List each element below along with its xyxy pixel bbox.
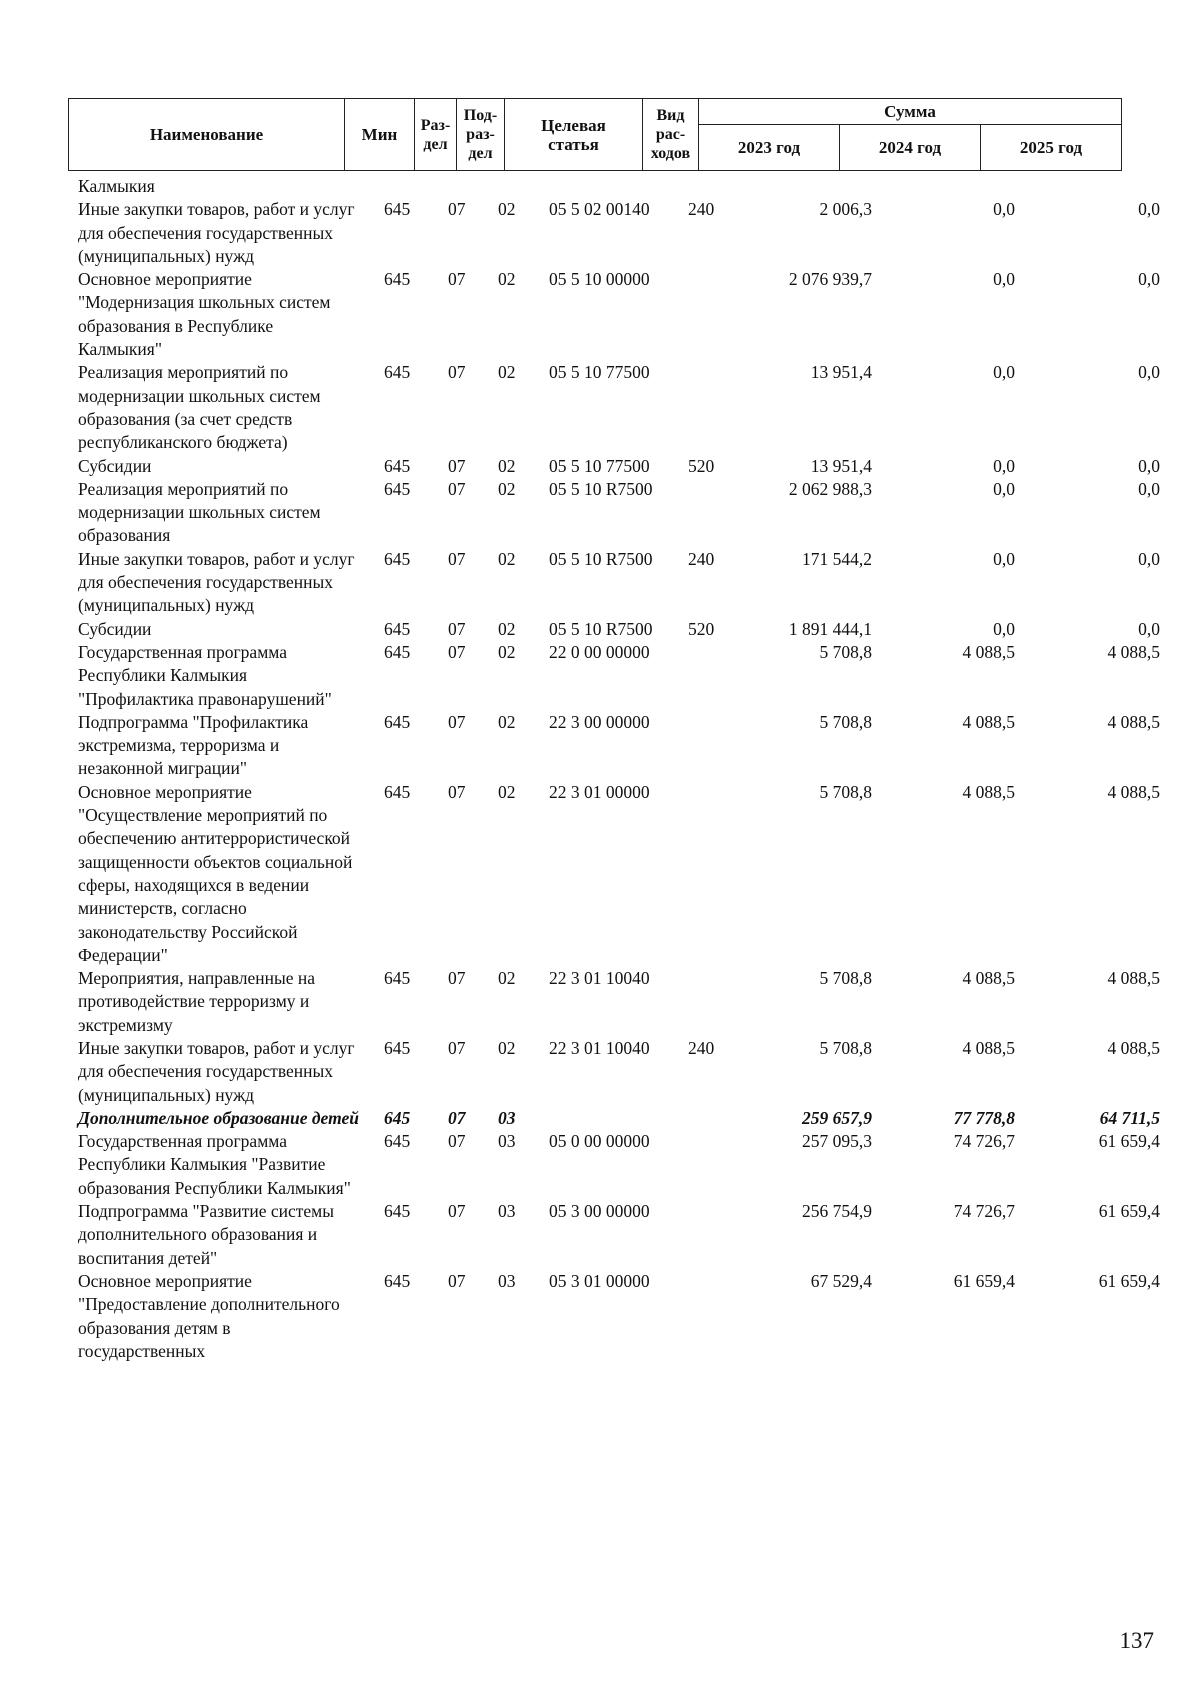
cell-tselevaya-statya: 22 3 01 10040 xyxy=(549,1037,650,1058)
cell-vid-rashodov: 240 xyxy=(688,199,715,220)
header-razdel: Раз- дел xyxy=(415,99,457,171)
cell-vid-rashodov: 520 xyxy=(688,455,715,476)
cell-sum-2025: 61 659,4 xyxy=(1098,1131,1160,1152)
cell-sum-2023: 1 891 444,1 xyxy=(788,618,872,639)
cell-podrazdel: 02 xyxy=(498,478,516,499)
cell-sum-2024: 4 088,5 xyxy=(962,781,1015,802)
cell-sum-2024: 0,0 xyxy=(993,362,1015,383)
cell-sum-2023: 5 708,8 xyxy=(819,641,872,662)
cell-min: 645 xyxy=(384,1107,411,1128)
cell-sum-2025: 0,0 xyxy=(1138,362,1160,383)
cell-razdel: 07 xyxy=(448,1270,466,1291)
table-row xyxy=(0,478,1200,548)
cell-name: Дополнительное образование детей xyxy=(78,1107,359,1128)
cell-sum-2024: 74 726,7 xyxy=(953,1131,1015,1152)
table-row xyxy=(0,618,1200,641)
cell-min: 645 xyxy=(384,641,411,662)
cell-tselevaya-statya: 05 5 10 R7500 xyxy=(549,618,653,639)
cell-sum-2024: 4 088,5 xyxy=(962,641,1015,662)
cell-tselevaya-statya: 05 3 00 00000 xyxy=(549,1201,650,1222)
cell-sum-2025: 4 088,5 xyxy=(1107,641,1160,662)
cell-sum-2023: 2 062 988,3 xyxy=(788,478,872,499)
cell-sum-2025: 0,0 xyxy=(1138,548,1160,569)
cell-sum-2023: 256 754,9 xyxy=(802,1201,872,1222)
cell-min: 645 xyxy=(384,618,411,639)
cell-podrazdel: 02 xyxy=(498,199,516,220)
cell-sum-2025: 64 711,5 xyxy=(1099,1107,1160,1128)
table-row xyxy=(0,711,1200,781)
cell-razdel: 07 xyxy=(448,968,466,989)
cell-podrazdel: 02 xyxy=(498,711,516,732)
cell-tselevaya-statya: 22 3 00 00000 xyxy=(549,711,650,732)
cell-sum-2023: 259 657,9 xyxy=(802,1107,872,1128)
cell-min: 645 xyxy=(384,548,411,569)
cell-min: 645 xyxy=(384,478,411,499)
cell-name: Государственная программа Республики Калмыкия "Развитие образования Республики Калмыкия" xyxy=(78,1131,351,1198)
table-row xyxy=(0,641,1200,711)
cell-razdel: 07 xyxy=(448,641,466,662)
cell-podrazdel: 02 xyxy=(498,269,516,290)
cell-name: Субсидии xyxy=(78,618,152,639)
cell-podrazdel: 02 xyxy=(498,781,516,802)
cell-name: Основное мероприятие "Предоставление дополнительного образования детям в государственных xyxy=(78,1270,340,1361)
cell-sum-2025: 61 659,4 xyxy=(1098,1201,1160,1222)
cell-sum-2024: 77 778,8 xyxy=(953,1107,1015,1128)
cell-sum-2024: 0,0 xyxy=(993,269,1015,290)
table-row xyxy=(0,175,1200,198)
cell-tselevaya-statya: 05 5 10 77500 xyxy=(549,455,650,476)
table-row xyxy=(0,198,1200,268)
header-2025: 2025 год xyxy=(981,125,1122,171)
cell-razdel: 07 xyxy=(448,548,466,569)
cell-name: Калмыкия xyxy=(78,176,155,196)
table-row xyxy=(0,455,1200,478)
cell-name: Реализация мероприятий по модернизации школьных систем образования (за счет средств республиканского бюджета) xyxy=(78,362,321,453)
cell-name: Подпрограмма "Профилактика экстремизма, терроризма и незаконной миграции" xyxy=(78,711,309,779)
table-row xyxy=(0,548,1200,618)
cell-razdel: 07 xyxy=(448,199,466,220)
table-row xyxy=(0,268,1200,361)
cell-sum-2024: 0,0 xyxy=(993,618,1015,639)
cell-sum-2023: 5 708,8 xyxy=(819,781,872,802)
cell-podrazdel: 02 xyxy=(498,455,516,476)
cell-tselevaya-statya: 05 5 10 R7500 xyxy=(549,478,653,499)
cell-razdel: 07 xyxy=(448,781,466,802)
cell-tselevaya-statya: 22 3 01 00000 xyxy=(549,781,650,802)
table-row xyxy=(0,1107,1200,1130)
cell-sum-2025: 0,0 xyxy=(1138,618,1160,639)
cell-vid-rashodov: 520 xyxy=(688,618,715,639)
cell-razdel: 07 xyxy=(448,1131,466,1152)
cell-podrazdel: 02 xyxy=(498,968,516,989)
cell-min: 645 xyxy=(384,1201,411,1222)
header-min: Мин xyxy=(345,99,415,171)
cell-podrazdel: 02 xyxy=(498,618,516,639)
cell-sum-2025: 4 088,5 xyxy=(1107,1037,1160,1058)
table-row xyxy=(0,1200,1200,1270)
cell-podrazdel: 02 xyxy=(498,548,516,569)
cell-podrazdel: 03 xyxy=(498,1270,516,1291)
table-row xyxy=(0,1037,1200,1107)
cell-sum-2025: 0,0 xyxy=(1138,478,1160,499)
cell-name: Основное мероприятие "Модернизация школьных систем образования в Республике Калмыкия" xyxy=(78,269,331,360)
cell-sum-2025: 4 088,5 xyxy=(1107,781,1160,802)
cell-podrazdel: 02 xyxy=(498,1037,516,1058)
header-podrazdel: Под- раз- дел xyxy=(457,99,505,171)
cell-sum-2024: 0,0 xyxy=(993,199,1015,220)
cell-min: 645 xyxy=(384,1270,411,1291)
cell-sum-2025: 0,0 xyxy=(1138,455,1160,476)
cell-sum-2023: 13 951,4 xyxy=(810,455,872,476)
cell-tselevaya-statya: 22 0 00 00000 xyxy=(549,641,650,662)
cell-min: 645 xyxy=(384,199,411,220)
cell-tselevaya-statya: 05 5 10 00000 xyxy=(549,269,650,290)
cell-tselevaya-statya: 05 5 10 R7500 xyxy=(549,548,653,569)
cell-razdel: 07 xyxy=(448,1107,466,1128)
table-header xyxy=(68,98,1122,171)
header-2024: 2024 год xyxy=(840,125,981,171)
header-tselevaya-statya: Целевая статья xyxy=(505,99,643,171)
cell-sum-2025: 4 088,5 xyxy=(1107,711,1160,732)
header-summa: Сумма xyxy=(699,99,1122,125)
cell-min: 645 xyxy=(384,968,411,989)
cell-name: Иные закупки товаров, работ и услуг для обеспечения государственных (муниципальных) нужд xyxy=(78,1037,355,1105)
cell-sum-2023: 5 708,8 xyxy=(819,711,872,732)
cell-min: 645 xyxy=(384,269,411,290)
cell-sum-2024: 0,0 xyxy=(993,478,1015,499)
cell-tselevaya-statya: 22 3 01 10040 xyxy=(549,968,650,989)
cell-sum-2023: 171 544,2 xyxy=(802,548,872,569)
cell-min: 645 xyxy=(384,781,411,802)
cell-razdel: 07 xyxy=(448,269,466,290)
cell-razdel: 07 xyxy=(448,1201,466,1222)
cell-sum-2024: 61 659,4 xyxy=(953,1270,1015,1291)
table-body xyxy=(0,175,1200,1363)
cell-min: 645 xyxy=(384,455,411,476)
cell-min: 645 xyxy=(384,1037,411,1058)
cell-sum-2025: 61 659,4 xyxy=(1098,1270,1160,1291)
cell-tselevaya-statya: 05 3 01 00000 xyxy=(549,1270,650,1291)
cell-name: Иные закупки товаров, работ и услуг для обеспечения государственных (муниципальных) нужд xyxy=(78,548,355,616)
cell-sum-2025: 4 088,5 xyxy=(1107,968,1160,989)
cell-sum-2023: 13 951,4 xyxy=(810,362,872,383)
cell-sum-2023: 2 006,3 xyxy=(819,199,872,220)
cell-podrazdel: 03 xyxy=(498,1201,516,1222)
cell-sum-2024: 74 726,7 xyxy=(953,1201,1015,1222)
page-number: 137 xyxy=(1119,1628,1154,1653)
table-row xyxy=(0,361,1200,454)
cell-sum-2024: 4 088,5 xyxy=(962,968,1015,989)
cell-razdel: 07 xyxy=(448,618,466,639)
cell-sum-2024: 4 088,5 xyxy=(962,1037,1015,1058)
cell-name: Государственная программа Республики Калмыкия "Профилактика правонарушений" xyxy=(78,641,332,709)
cell-tselevaya-statya: 05 0 00 00000 xyxy=(549,1131,650,1152)
table-row xyxy=(0,781,1200,967)
cell-razdel: 07 xyxy=(448,455,466,476)
table-row xyxy=(0,967,1200,1037)
cell-sum-2023: 257 095,3 xyxy=(802,1131,872,1152)
cell-razdel: 07 xyxy=(448,1037,466,1058)
cell-sum-2023: 67 529,4 xyxy=(810,1270,872,1291)
cell-name: Субсидии xyxy=(78,455,152,476)
cell-razdel: 07 xyxy=(448,711,466,732)
cell-vid-rashodov: 240 xyxy=(688,1037,715,1058)
header-vid-rashodov: Вид рас- ходов xyxy=(643,99,699,171)
cell-tselevaya-statya: 05 5 02 00140 xyxy=(549,199,650,220)
cell-sum-2025: 0,0 xyxy=(1138,199,1160,220)
cell-razdel: 07 xyxy=(448,478,466,499)
cell-vid-rashodov: 240 xyxy=(688,548,715,569)
header-name: Наименование xyxy=(69,99,345,171)
cell-podrazdel: 03 xyxy=(498,1131,516,1152)
cell-name: Основное мероприятие "Осуществление мероприятий по обеспечению антитеррористической защищенности объектов социальной сферы, находящихся в ведении министерств, согласно законодательству Российской Федерации" xyxy=(78,781,353,965)
cell-name: Мероприятия, направленные на противодействие терроризму и экстремизму xyxy=(78,968,316,1035)
cell-min: 645 xyxy=(384,711,411,732)
header-2023: 2023 год xyxy=(699,125,840,171)
cell-sum-2023: 5 708,8 xyxy=(819,1037,872,1058)
cell-name: Реализация мероприятий по модернизации школьных систем образования xyxy=(78,478,321,546)
cell-min: 645 xyxy=(384,1131,411,1152)
cell-podrazdel: 03 xyxy=(498,1107,516,1128)
cell-sum-2025: 0,0 xyxy=(1138,269,1160,290)
cell-name: Иные закупки товаров, работ и услуг для обеспечения государственных (муниципальных) нужд xyxy=(78,199,355,266)
cell-tselevaya-statya: 05 5 10 77500 xyxy=(549,362,650,383)
cell-razdel: 07 xyxy=(448,362,466,383)
cell-sum-2023: 5 708,8 xyxy=(819,968,872,989)
cell-sum-2024: 0,0 xyxy=(993,548,1015,569)
cell-sum-2024: 0,0 xyxy=(993,455,1015,476)
table-row xyxy=(0,1130,1200,1200)
cell-min: 645 xyxy=(384,362,411,383)
cell-sum-2024: 4 088,5 xyxy=(962,711,1015,732)
cell-sum-2023: 2 076 939,7 xyxy=(788,269,872,290)
cell-podrazdel: 02 xyxy=(498,362,516,383)
cell-name: Подпрограмма "Развитие системы дополнительного образования и воспитания детей" xyxy=(78,1201,335,1268)
cell-podrazdel: 02 xyxy=(498,641,516,662)
table-row xyxy=(0,1270,1200,1363)
